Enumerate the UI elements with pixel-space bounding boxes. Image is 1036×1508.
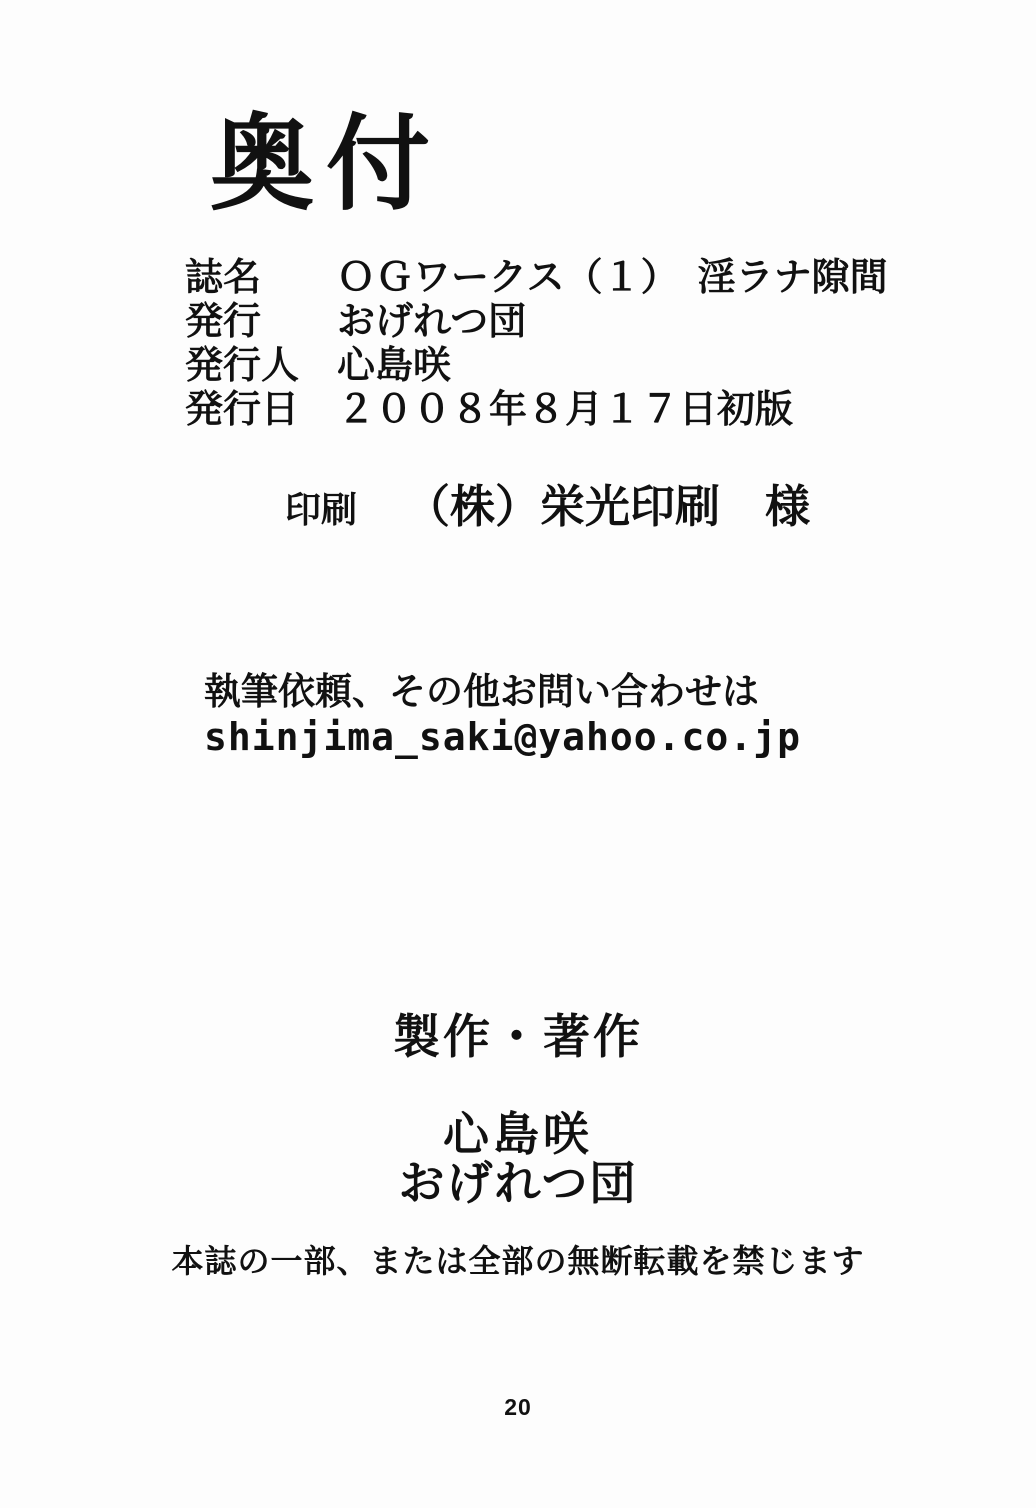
page-title: 奥付 [210,106,443,223]
contact-inquiry-line: 執筆依頼、その他お問い合わせは [204,671,759,712]
pub-row-title [185,256,888,300]
contact-email: shinjima_saki@yahoo.co.jp [204,715,801,759]
page-number: 20 [504,1394,532,1420]
pub-value-publisher: おげれつ団 [337,301,527,343]
credits-author: 心島咲 [443,1108,593,1160]
pub-row-issuer [185,344,888,388]
printer-value: （株）栄光印刷 様 [405,481,811,532]
printer-label: 印刷 [285,489,358,530]
pub-value-issuer: 心島咲 [337,345,452,387]
pub-label-issuer: 発行人 [185,345,300,387]
credits-circle: おげれつ団 [398,1157,638,1209]
pub-row-publisher [185,300,888,344]
pub-label-publisher: 発行 [185,301,262,343]
credits-heading: 製作・著作 [393,1010,643,1063]
pub-label-title: 誌名 [185,257,262,299]
printer-row [285,470,810,535]
pub-value-title: ＯＧワークス（１） 淫ラナ隙間 [337,257,888,299]
contact-block [204,670,801,760]
publication-info-block [185,256,888,432]
pub-value-date: ２００８年８月１７日初版 [337,389,794,431]
pub-row-date [185,388,888,432]
pub-label-date: 発行日 [185,389,300,431]
copyright-notice: 本誌の一部、または全部の無断転載を禁じます [171,1243,865,1279]
